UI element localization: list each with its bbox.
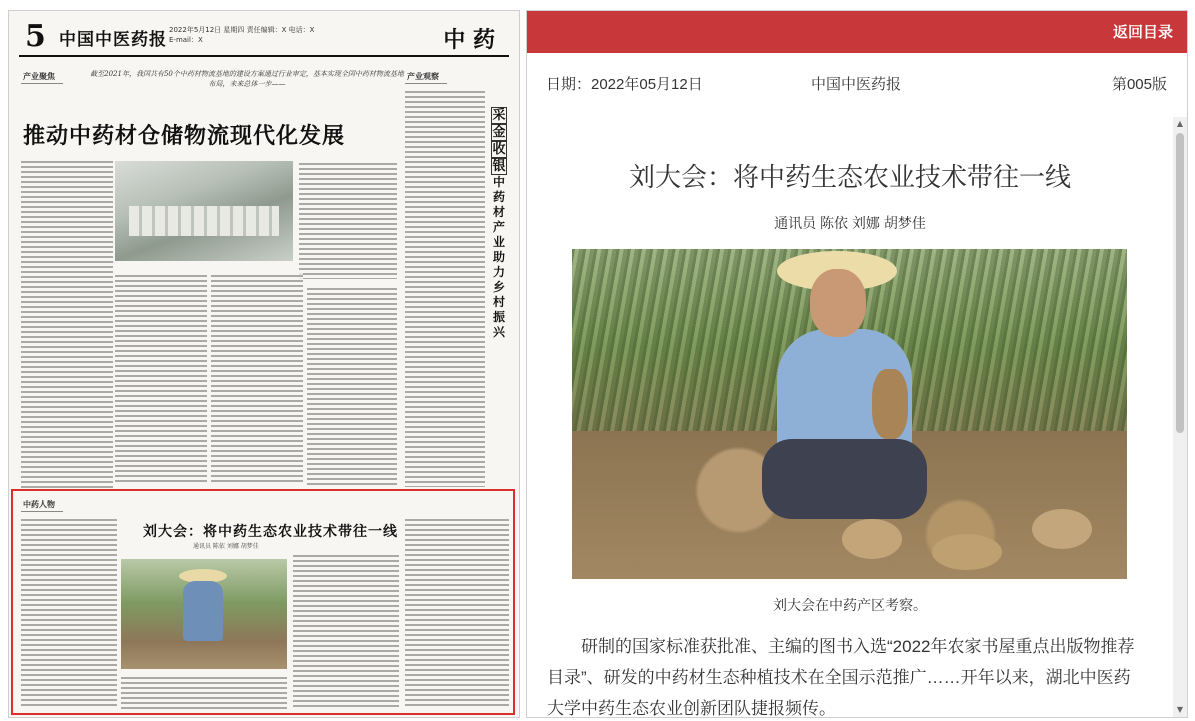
article-photo — [572, 249, 1127, 579]
masthead — [19, 19, 509, 57]
warehouse-photo — [115, 161, 293, 261]
back-to-index-button[interactable]: 返回目录 — [1112, 24, 1173, 41]
feature-title: 刘大会：将中药生态农业技术带往一线 — [143, 523, 398, 539]
page-number: 5 — [25, 19, 46, 54]
article-body-text: 研制的国家标准获批准、主编的图书入选“2022年农家书屋重点出版物推荐目录”、研发的中药材生态种植技术在全国示范推广……开年以来，湖北中医药大学中药生态农业创新团队捷报频传。 — [547, 637, 1135, 717]
feature-column-tag: 中药人物 — [21, 499, 63, 512]
section-name: 中 药 — [443, 27, 495, 53]
scroll-up-arrow-icon[interactable]: ▲ — [1176, 119, 1184, 128]
body-text-column — [405, 517, 509, 709]
body-text-column — [299, 161, 397, 279]
scroll-down-arrow-icon[interactable]: ▼ — [1176, 705, 1184, 714]
selected-article-region[interactable] — [11, 489, 515, 715]
lead-text: 截至2021年，我国共有50个中药材物流基地的建设方案通过行业审定，基本实现全国中药材物流基地布局，未来总体一步—— — [90, 70, 404, 88]
article-content[interactable] — [527, 117, 1173, 717]
page-label: 第005版 — [1111, 76, 1167, 93]
body-text-column — [211, 273, 303, 485]
reader-header-bar — [527, 11, 1187, 53]
vertical-headline[interactable]: 采 金 收 银 中药材产业助力乡村振兴 — [492, 108, 506, 339]
masthead-logo: 中国中医药报 — [59, 30, 167, 50]
body-text-column — [21, 159, 113, 489]
paper-name: 中国中医药报 — [811, 76, 902, 93]
column-tag-right: 产业观察 — [405, 71, 447, 84]
body-text-column — [405, 89, 485, 487]
article-title: 刘大会：将中药生态农业技术带往一线 — [628, 162, 1071, 192]
vertical-scrollbar[interactable] — [1173, 117, 1187, 717]
feature-byline: 通讯员 陈依 刘娜 胡梦佳 — [193, 543, 259, 550]
column-tag-left: 产业聚焦 — [21, 71, 63, 84]
body-text-column — [293, 553, 399, 709]
body-text-column — [21, 517, 117, 707]
body-text-column — [121, 675, 287, 709]
article-reader — [526, 10, 1188, 718]
photo-caption: 刘大会在中药产区考察。 — [773, 597, 927, 613]
feature-photo — [121, 559, 287, 669]
page-headline[interactable]: 推动中药材仓储物流现代化发展 — [23, 123, 346, 148]
issue-date: 日期：2022年05月12日 — [546, 76, 703, 93]
body-text-column — [115, 273, 207, 485]
newspaper-page[interactable] — [8, 10, 520, 718]
scrollbar-thumb[interactable] — [1176, 133, 1184, 433]
article-meta-row — [527, 73, 1187, 97]
body-text-column — [307, 286, 397, 486]
masthead-meta: 2022年5月12日 星期四 责任编辑：X 电话：X E-mail：X — [169, 26, 315, 44]
article-byline: 通讯员 陈依 刘娜 胡梦佳 — [774, 215, 926, 231]
